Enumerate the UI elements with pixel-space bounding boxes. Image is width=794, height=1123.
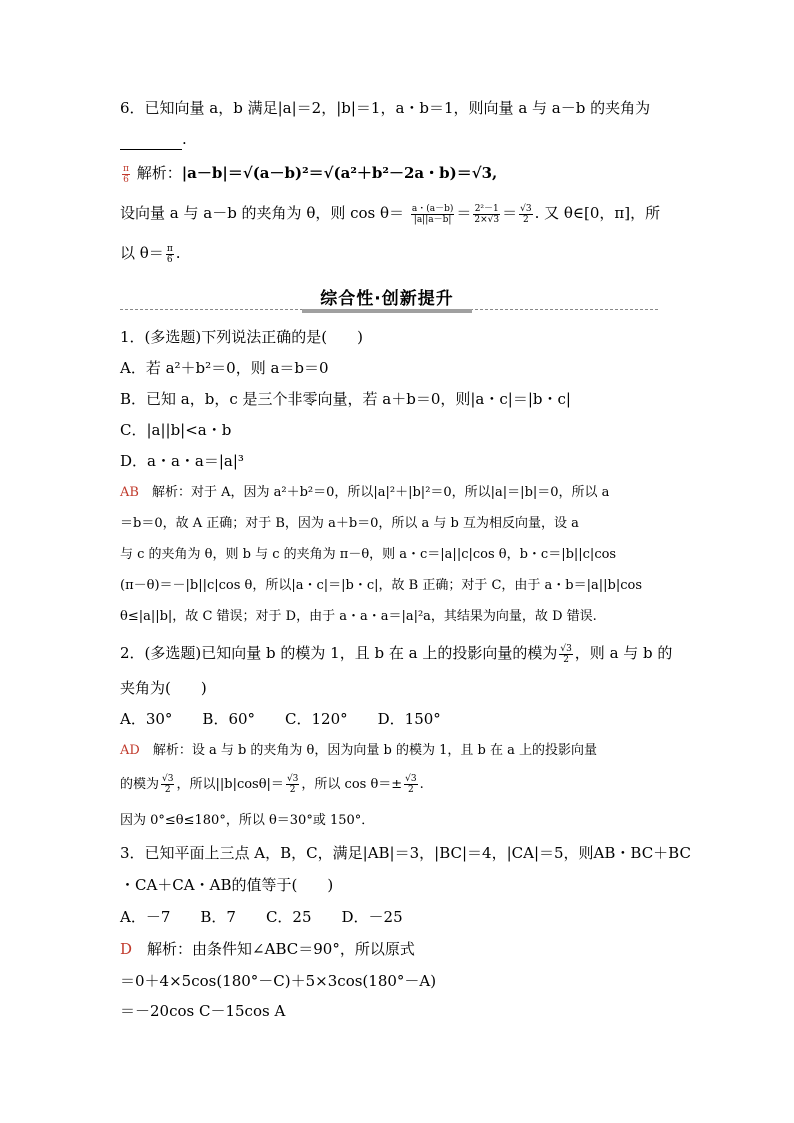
q2-analysis-line3: 因为 0°≤θ≤180°，所以 θ＝30°或 150°． bbox=[120, 813, 375, 828]
q2-frac-c bbox=[404, 774, 417, 795]
q6-blank-line bbox=[120, 128, 187, 150]
q2-frac-num: √3 bbox=[560, 643, 572, 654]
q1-analysis-line3: 与 c 的夹角为 θ，则 b 与 c 的夹角为 π－θ，则 a・c＝|a||c|cos θ，b・c＝|b||c|cos bbox=[120, 547, 617, 562]
q2-frac-b bbox=[286, 774, 299, 795]
q2-options: A．30° B．60° C．120° D．150° bbox=[120, 710, 441, 728]
q6-answer-fraction bbox=[122, 164, 130, 185]
section-title: 综合性·创新提升 bbox=[320, 289, 454, 309]
q6-stem bbox=[120, 97, 650, 119]
q6-frac2-num: 2²－1 bbox=[474, 203, 499, 214]
q2-analysis-l2b: ，所以||b|cosθ|＝ bbox=[176, 777, 284, 792]
q1-answer: AB bbox=[120, 485, 139, 500]
q1-analysis-l1: 解析：对于 A，因为 a²＋b²＝0，所以|a|²＋|b|²＝0，所以|a|＝|b|＝0，所以 a bbox=[151, 485, 610, 500]
q2-frac-a-den: 2 bbox=[164, 785, 171, 795]
q2-stem-b: ，则 a 与 b 的 bbox=[574, 644, 673, 662]
q3-stem-line1: 3．已知平面上三点 A，B，C，满足|AB|＝3，|BC|＝4，|CA|＝5，则AB・BC＋BC bbox=[120, 844, 691, 862]
q1-analysis-line4: (π－θ)＝－|b||c|cos θ，所以|a・c|＝|b・c|，故 B 正确；对于 C，由于 a・b＝|a||b|cos bbox=[120, 578, 642, 593]
q3-answer: D bbox=[120, 940, 133, 958]
q3-options: A．－7 B．7 C．25 D．－25 bbox=[120, 908, 403, 926]
q1-option-d: D．a・a・a＝|a|³ bbox=[120, 452, 244, 470]
q2-stem-a: 2．(多选题)已知向量 b 的模为 1，且 b 在 a 上的投影向量的模为 bbox=[120, 644, 558, 662]
q6-frac4 bbox=[166, 244, 174, 265]
q6-frac3 bbox=[519, 204, 532, 225]
q1-analysis-line5: θ≤|a||b|，故 C 错误；对于 D，由于 a・a・a＝|a|²a，其结果为向量，故 D 错误. bbox=[120, 609, 597, 624]
q6-stem-text: 6．已知向量 a，b 满足|a|＝2，|b|＝1，a・b＝1，则向量 a 与 a－b 的夹角为 bbox=[120, 99, 651, 117]
q6-frac2-den: 2×√3 bbox=[474, 214, 500, 225]
q2-frac-a bbox=[161, 774, 174, 795]
q6-frac4-num: π bbox=[166, 243, 173, 254]
q6-frac3-num: √3 bbox=[520, 203, 532, 214]
q1-option-a: A．若 a²＋b²＝0，则 a＝b＝0 bbox=[120, 359, 329, 377]
q6-analysis-l1: |a－b|＝√(a－b)²＝√(a²＋b²－2a・b)＝√3, bbox=[181, 164, 498, 182]
q2-analysis-line1 bbox=[120, 740, 597, 762]
q6-frac4-den: 6 bbox=[166, 254, 173, 265]
q6-blank-end: . bbox=[182, 130, 187, 148]
q3-analysis-l1: 解析：由条件知∠ABC＝90°，所以原式 bbox=[147, 940, 415, 958]
q2-analysis-l2c: ，所以 cos θ＝± bbox=[301, 777, 403, 792]
q6-analysis-line1 bbox=[120, 162, 497, 185]
answer-blank bbox=[120, 135, 182, 150]
q6-analysis-line2: 设向量 a 与 a－b 的夹角为 θ，则 cos θ＝ $\frac{a・(a-b)}{|a||a-b|}$ ＝ $\frac{\text{2²－1}}{2\times√3}$ ＝ $\frac{√3}{2}$ . 又 θ∈[0，π]，所 bbox=[120, 203, 661, 225]
q2-stem-line2: 夹角为( ) bbox=[120, 679, 207, 697]
q6-frac3-den: 2 bbox=[522, 214, 529, 225]
q6-answer-num: π bbox=[123, 163, 129, 174]
q2-frac-c-num: √3 bbox=[405, 774, 417, 784]
q6-analysis-l3b: . bbox=[175, 244, 181, 262]
q2-analysis-l2d: . bbox=[419, 777, 424, 792]
q2-frac-c-den: 2 bbox=[408, 785, 414, 795]
q6-frac1-den: |a||a－b| bbox=[413, 214, 452, 225]
q6-analysis-l3a: 以 θ＝ bbox=[120, 244, 164, 262]
q3-stem-line2: ・CA＋CA・AB的值等于( ) bbox=[120, 876, 334, 894]
q2-analysis-line2 bbox=[120, 774, 424, 796]
q3-analysis-line2: ＝0＋4×5cos(180°－C)＋5×3cos(180°－A) bbox=[120, 972, 437, 990]
q2-frac-b-num: √3 bbox=[286, 774, 299, 784]
q1-option-b: B．已知 a，b，c 是三个非零向量，若 a＋b＝0，则|a・c|＝|b・c| bbox=[120, 390, 571, 408]
section-title-underline bbox=[302, 309, 472, 313]
q2-frac-den: 2 bbox=[563, 654, 569, 665]
q2-stem-fraction bbox=[559, 644, 572, 665]
q1-stem: 1．(多选题)下列说法正确的是( ) bbox=[120, 328, 363, 346]
q6-frac2 bbox=[473, 204, 500, 225]
q1-analysis-line2: ＝b＝0，故 A 正确；对于 B，因为 a＋b＝0，所以 a 与 b 互为相反向量，设 a bbox=[120, 516, 579, 531]
q2-analysis-l2a: 的模为 bbox=[120, 777, 160, 792]
q2-frac-b-den: 2 bbox=[289, 785, 296, 795]
q6-frac1-num: a・(a－b) bbox=[411, 203, 454, 214]
q6-analysis-line3 bbox=[120, 242, 181, 265]
q6-analysis-l2b: . 又 θ∈[0，π]，所 bbox=[534, 204, 661, 222]
q6-answer-den: 6 bbox=[123, 174, 129, 185]
q3-analysis-line1 bbox=[120, 938, 415, 960]
q1-option-c: C．|a||b|<a・b bbox=[120, 421, 232, 439]
q2-stem-line1 bbox=[120, 642, 672, 665]
q3-analysis-line3: ＝－20cos C－15cos A bbox=[120, 1002, 286, 1020]
q2-analysis-l1: 解析：设 a 与 b 的夹角为 θ，因为向量 b 的模为 1，且 b 在 a 上的投影向量 bbox=[152, 743, 597, 758]
q6-analysis-label: 解析： bbox=[136, 164, 182, 182]
q6-frac1 bbox=[411, 204, 455, 225]
q2-frac-a-num: √3 bbox=[162, 774, 174, 784]
q6-analysis-l2a: 设向量 a 与 a－b 的夹角为 θ，则 cos θ＝ bbox=[120, 204, 405, 222]
q1-analysis-line1 bbox=[120, 482, 609, 504]
q2-answer: AD bbox=[120, 743, 140, 758]
